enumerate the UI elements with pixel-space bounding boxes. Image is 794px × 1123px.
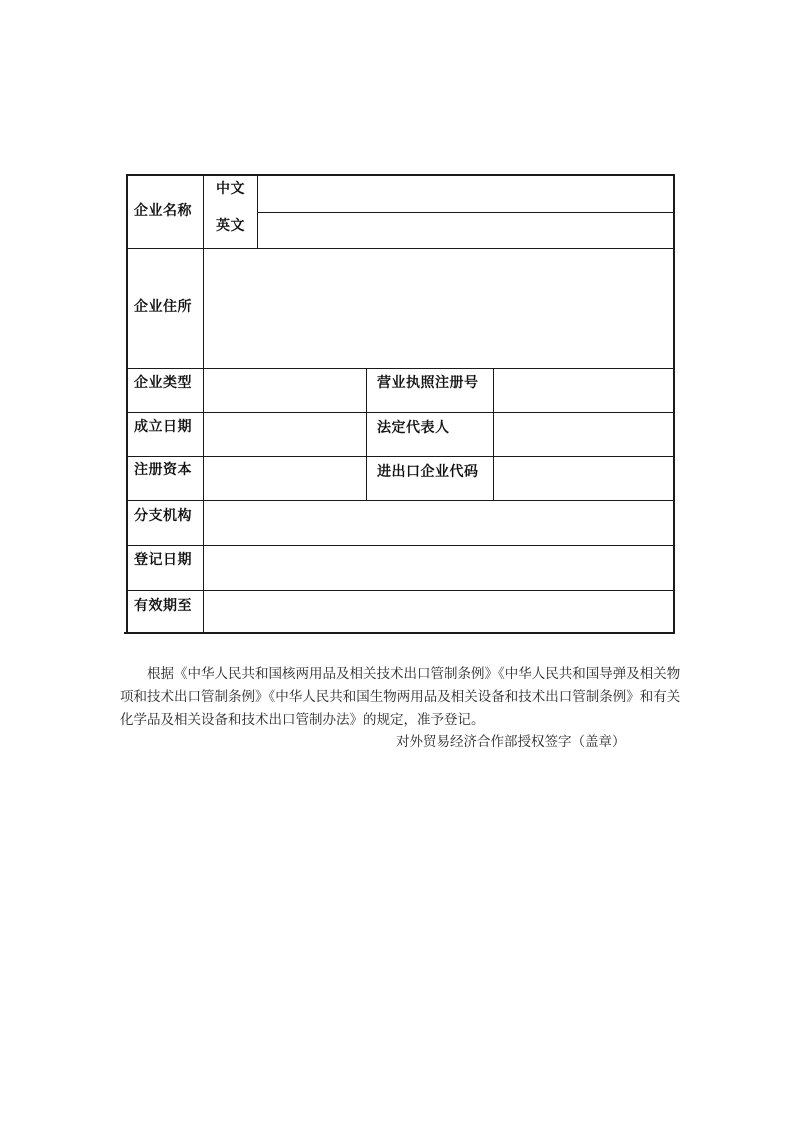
registration-date-label: 登记日期 (134, 552, 192, 568)
company-type-label: 企业类型 (134, 375, 192, 391)
valid-until-field[interactable] (204, 591, 673, 632)
english-label: 英文 (216, 218, 245, 234)
branch-label: 分支机构 (134, 508, 192, 524)
border-bottom (124, 632, 674, 634)
english-name-field[interactable] (258, 213, 673, 248)
branch-field[interactable] (204, 501, 673, 545)
established-date-label: 成立日期 (134, 419, 192, 435)
col-line (203, 174, 204, 249)
registered-capital-label: 注册资本 (134, 462, 192, 478)
business-license-field[interactable] (494, 369, 673, 412)
established-date-field[interactable] (204, 413, 366, 456)
legal-rep-label: 法定代表人 (377, 420, 450, 436)
import-export-code-field[interactable] (494, 457, 673, 500)
legal-basis-note (120, 663, 682, 732)
chinese-name-field[interactable] (258, 176, 673, 212)
business-license-label: 营业执照注册号 (377, 375, 479, 391)
border-left (126, 174, 128, 634)
company-name-label: 企业名称 (134, 203, 192, 219)
legal-rep-field[interactable] (494, 413, 673, 456)
address-label: 企业住所 (134, 299, 192, 315)
registration-date-field[interactable] (204, 546, 673, 590)
company-type-field[interactable] (204, 369, 366, 412)
registered-capital-field[interactable] (204, 457, 366, 500)
address-field[interactable] (204, 249, 673, 368)
chinese-label: 中文 (216, 181, 245, 197)
authorization-signature: 对外贸易经济合作部授权签字（盖章） (396, 734, 626, 750)
import-export-code-label: 进出口企业代码 (377, 464, 479, 480)
col-line (366, 368, 367, 500)
border-right (673, 174, 675, 634)
legal-basis-text: 根据《中华人民共和国核两用品及相关技术出口管制条例》《中华人民共和国导弹及相关物项和技术出口管制条例》《中华人民共和国生物两用品及相关设备和技术出口管制条例》和有关化学品及相关设备和技术出口管制办法》的规定，准予登记。 (120, 666, 681, 728)
valid-until-label: 有效期至 (134, 598, 192, 614)
